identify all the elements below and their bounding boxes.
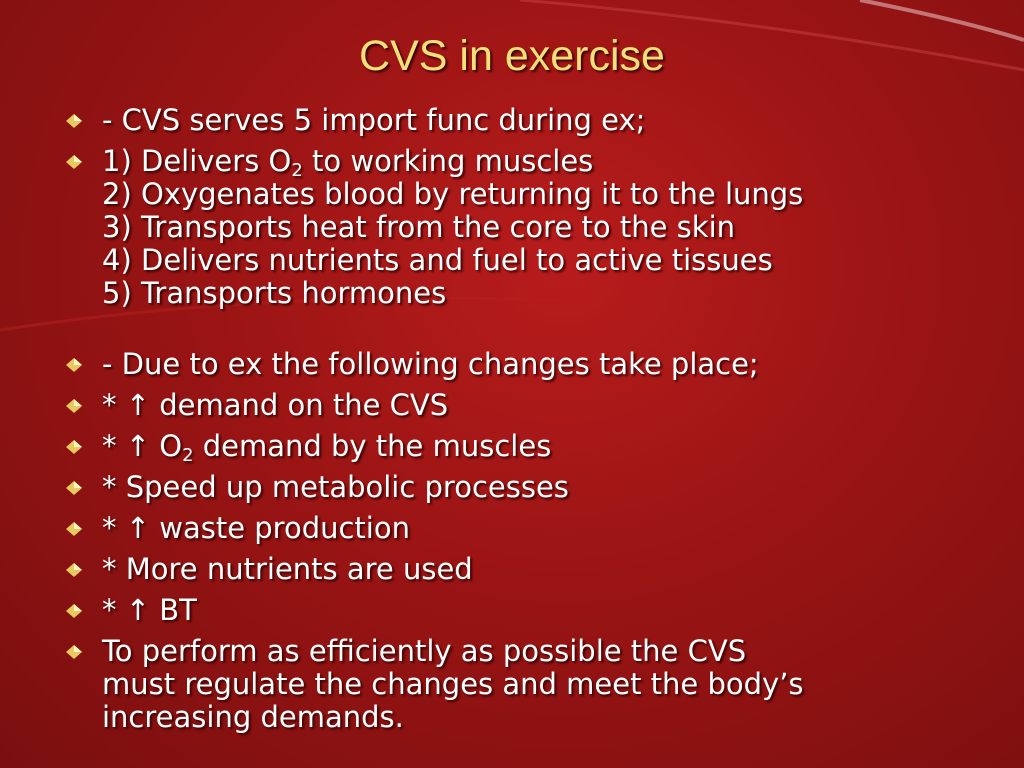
diamond-bullet-icon [66, 155, 82, 169]
bullet-item [62, 389, 962, 422]
bullet-item [62, 594, 962, 627]
bullet-line: 3) Transports heat from the core to the skin [102, 210, 736, 244]
bullet-line: - Due to ex the following changes take place; [102, 347, 759, 381]
line-text: demand by the muscles [193, 429, 552, 463]
bullet-item [62, 471, 962, 504]
subscript: 2 [182, 445, 194, 466]
bullet-item [62, 512, 962, 545]
diamond-bullet-icon [66, 604, 82, 618]
slide-title: CVS in exercise [359, 32, 665, 80]
bullet-line: 2) Oxygenates blood by returning it to the lungs [102, 177, 804, 211]
diamond-bullet-icon [66, 645, 82, 659]
bullet-item [62, 553, 962, 586]
diamond-bullet-icon [66, 563, 82, 577]
bullet-line: * ↑ waste production [102, 511, 410, 545]
diamond-bullet-icon [66, 114, 82, 128]
line-text: to working muscles [302, 144, 594, 178]
subscript: 2 [291, 160, 303, 181]
bullet-line [102, 429, 962, 466]
bullet-line: must regulate the changes and meet the body’s [102, 667, 804, 701]
diamond-bullet-icon [66, 440, 82, 454]
bullet-line [102, 144, 962, 181]
bullet-line: * Speed up metabolic processes [102, 470, 569, 504]
bullet-item [62, 635, 962, 734]
diamond-bullet-icon [66, 481, 82, 495]
diamond-bullet-icon [66, 358, 82, 372]
line-text: * ↑ O [102, 429, 183, 463]
bullet-line: * ↑ BT [102, 593, 197, 627]
diamond-bullet-icon [66, 399, 82, 413]
bullet-item [62, 145, 962, 310]
spacer [62, 318, 962, 348]
bullet-line: To perform as efficiently as possible the CVS [102, 634, 747, 668]
line-text: 1) Delivers O [102, 144, 292, 178]
diamond-bullet-icon [66, 522, 82, 536]
bullet-list [62, 104, 962, 742]
bullet-line: 4) Delivers nutrients and fuel to active tissues [102, 243, 773, 277]
bullet-item [62, 429, 962, 466]
bullet-line: * More nutrients are used [102, 552, 473, 586]
bullet-line: * ↑ demand on the CVS [102, 388, 449, 422]
bullet-line: 5) Transports hormones [102, 276, 447, 310]
bullet-item [62, 104, 962, 137]
bullet-line: increasing demands. [102, 700, 404, 734]
bullet-item [62, 348, 962, 381]
bullet-line: - CVS serves 5 import func during ex; [102, 103, 646, 137]
